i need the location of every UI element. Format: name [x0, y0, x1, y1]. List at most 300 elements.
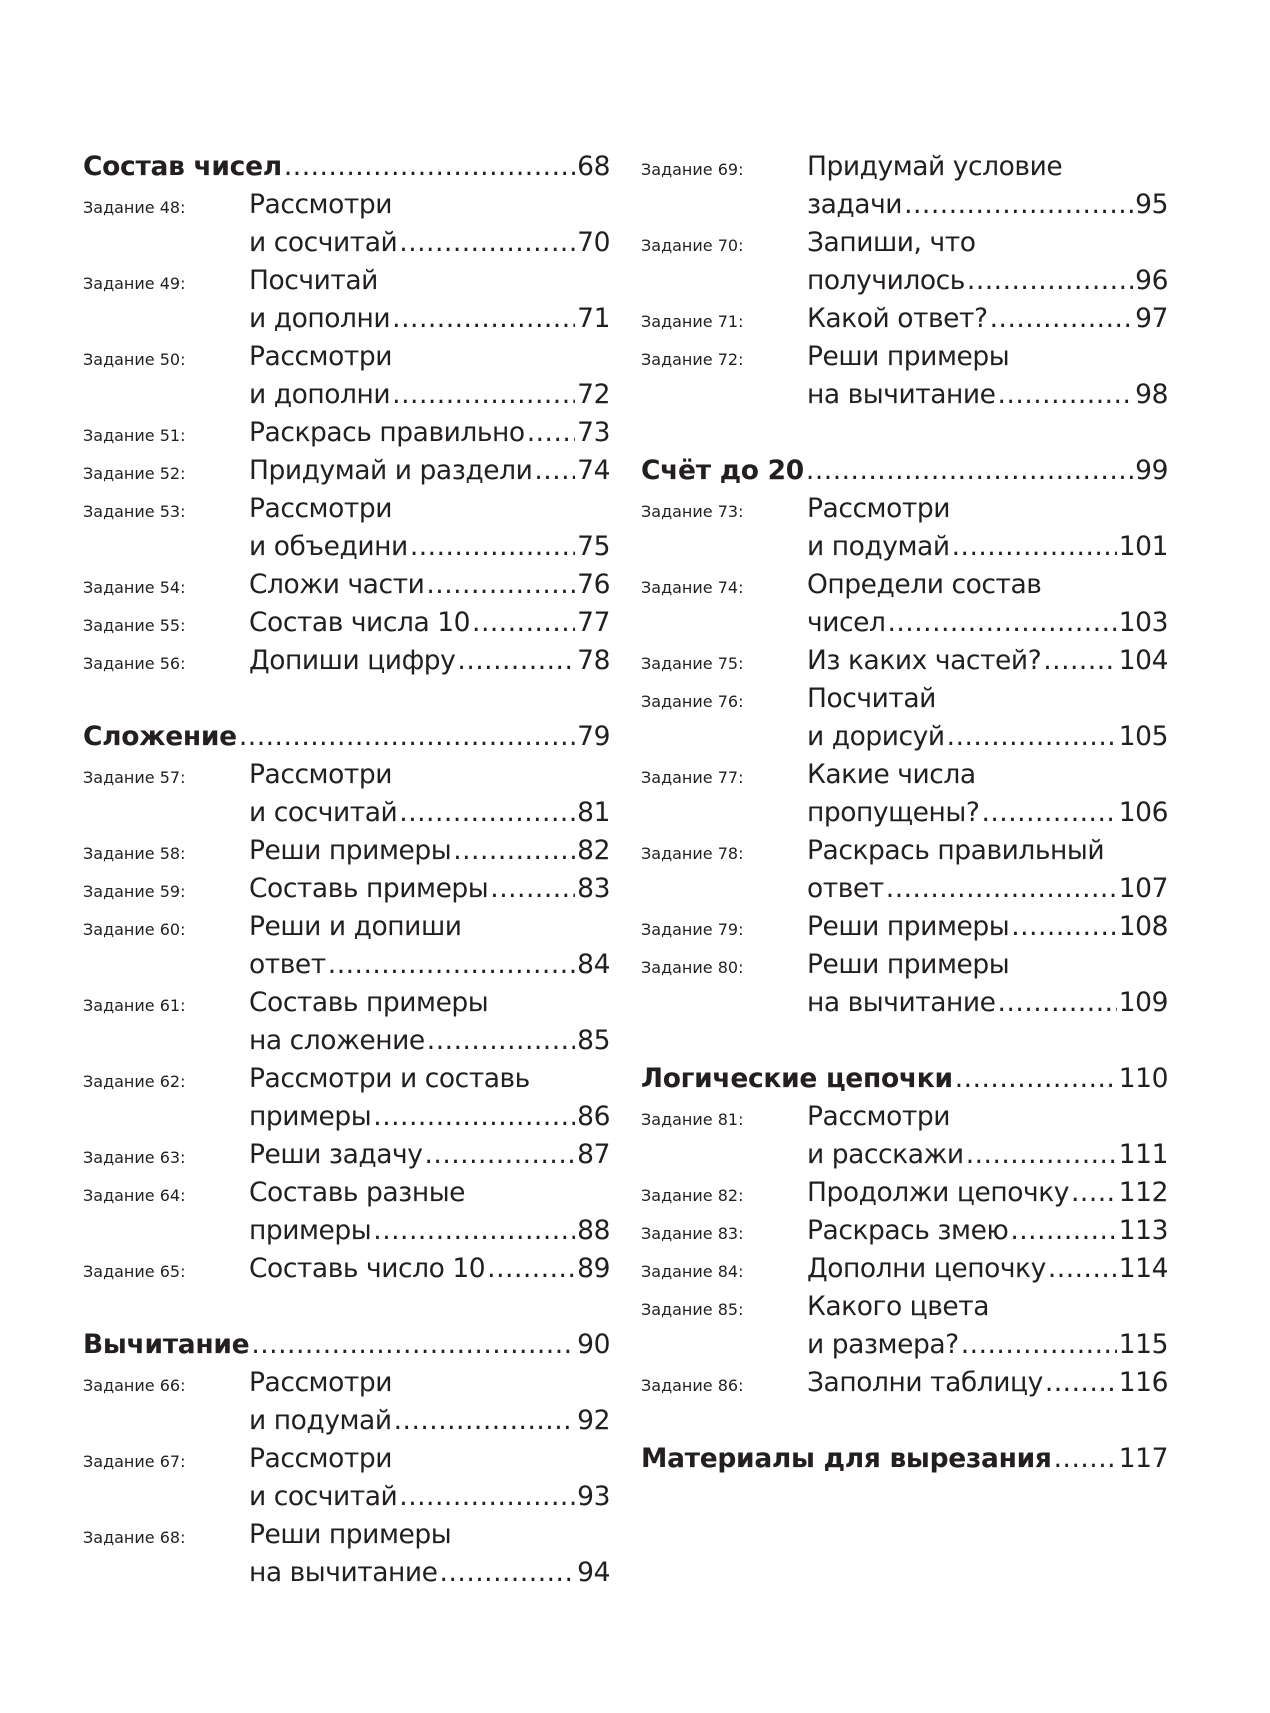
dot-leader — [527, 417, 575, 448]
task-entry — [83, 1253, 610, 1291]
task-title: Рассмотри и составь — [249, 1063, 530, 1094]
task-body — [807, 683, 1168, 759]
task-line — [807, 1329, 1168, 1367]
task-title: ответ — [807, 873, 884, 904]
task-body — [249, 1367, 610, 1443]
task-number: Задание 71: — [641, 312, 744, 331]
task-title: и подумай — [249, 1405, 392, 1436]
dot-leader — [490, 873, 575, 904]
task-title: примеры — [249, 1215, 372, 1246]
task-number: Задание 70: — [641, 236, 744, 255]
task-body — [807, 1215, 1168, 1253]
dot-leader — [981, 797, 1116, 828]
task-body — [249, 1253, 610, 1291]
task-page: 76 — [577, 569, 610, 600]
task-title: и сосчитай — [249, 797, 398, 828]
task-page: 101 — [1118, 531, 1168, 562]
task-line — [249, 607, 610, 645]
task-title: Допиши цифру — [249, 645, 456, 676]
task-line — [249, 379, 610, 417]
section-heading — [83, 1329, 610, 1367]
task-entry — [641, 493, 1168, 569]
task-number: Задание 80: — [641, 958, 744, 977]
section-title: Состав чисел — [83, 151, 282, 182]
task-entry — [641, 227, 1168, 303]
task-title: Рассмотри — [249, 189, 392, 220]
task-entry — [83, 341, 610, 417]
dot-leader — [424, 1139, 575, 1170]
task-title: Составь примеры — [249, 873, 489, 904]
section-heading — [641, 1063, 1168, 1101]
task-line — [249, 1177, 610, 1215]
section-page: 90 — [577, 1329, 610, 1360]
task-entry — [641, 911, 1168, 949]
task-page: 107 — [1118, 873, 1168, 904]
task-title: Составь примеры — [249, 987, 489, 1018]
task-body — [807, 151, 1168, 227]
task-title: задачи — [807, 189, 903, 220]
task-line — [249, 987, 610, 1025]
section-heading — [641, 1443, 1168, 1481]
dot-leader — [806, 455, 1133, 486]
task-number: Задание 66: — [83, 1376, 186, 1395]
task-body — [249, 1519, 610, 1595]
task-title: Составь разные — [249, 1177, 466, 1208]
task-line — [807, 341, 1168, 379]
task-entry — [83, 493, 610, 569]
task-title: на вычитание — [807, 987, 996, 1018]
task-body — [807, 303, 1168, 341]
task-title: и размера? — [807, 1329, 959, 1360]
task-entry — [641, 759, 1168, 835]
task-title: чисел — [807, 607, 886, 638]
task-page: 98 — [1135, 379, 1168, 410]
task-entry — [83, 911, 610, 987]
task-entry — [641, 683, 1168, 759]
task-page: 97 — [1135, 303, 1168, 334]
task-body — [807, 911, 1168, 949]
dot-leader — [998, 987, 1117, 1018]
task-line — [249, 417, 610, 455]
task-entry — [83, 1139, 610, 1177]
task-title: Какие числа — [807, 759, 976, 790]
section-page: 79 — [577, 721, 610, 752]
task-entry — [83, 189, 610, 265]
dot-leader — [457, 645, 575, 676]
task-body — [249, 493, 610, 569]
dot-leader — [990, 303, 1134, 334]
dot-leader — [904, 189, 1133, 220]
dot-leader — [392, 303, 575, 334]
task-line — [249, 645, 610, 683]
task-title: Реши задачу — [249, 1139, 423, 1170]
task-page: 113 — [1118, 1215, 1168, 1246]
task-page: 96 — [1135, 265, 1168, 296]
task-line — [249, 1481, 610, 1519]
task-line — [249, 911, 610, 949]
section-title: Сложение — [83, 721, 237, 752]
dot-leader — [1048, 1253, 1117, 1284]
task-body — [249, 1063, 610, 1139]
task-page: 84 — [577, 949, 610, 980]
task-line — [249, 873, 610, 911]
task-number: Задание 79: — [641, 920, 744, 939]
task-body — [249, 835, 610, 873]
task-title: ответ — [249, 949, 326, 980]
task-page: 116 — [1118, 1367, 1168, 1398]
task-body — [249, 759, 610, 835]
task-page: 74 — [577, 455, 610, 486]
task-number: Задание 85: — [641, 1300, 744, 1319]
task-line — [807, 1253, 1168, 1291]
task-line — [807, 531, 1168, 569]
task-number: Задание 51: — [83, 426, 186, 445]
task-entry — [641, 835, 1168, 911]
task-title: Реши примеры — [807, 949, 1010, 980]
task-line — [807, 911, 1168, 949]
task-body — [249, 1139, 610, 1177]
task-number: Задание 69: — [641, 160, 744, 179]
task-body — [249, 911, 610, 987]
task-page: 115 — [1118, 1329, 1168, 1360]
dot-leader — [440, 1557, 576, 1588]
task-body — [807, 341, 1168, 417]
dot-leader — [399, 227, 575, 258]
dot-leader — [399, 1481, 575, 1512]
task-entry — [83, 835, 610, 873]
toc-section — [83, 1329, 610, 1595]
dot-leader — [1011, 911, 1117, 942]
task-page: 83 — [577, 873, 610, 904]
task-title: получилось — [807, 265, 965, 296]
task-page: 95 — [1135, 189, 1168, 220]
task-page: 112 — [1118, 1177, 1168, 1208]
task-title: и дорисуй — [807, 721, 945, 752]
task-entry — [83, 455, 610, 493]
task-title: Рассмотри — [807, 1101, 950, 1132]
dot-leader — [534, 455, 575, 486]
task-entry — [641, 1177, 1168, 1215]
task-line — [807, 1215, 1168, 1253]
dot-leader — [886, 873, 1117, 904]
dot-leader — [373, 1215, 575, 1246]
task-line — [807, 797, 1168, 835]
task-number: Задание 75: — [641, 654, 744, 673]
task-title: Рассмотри — [249, 1443, 392, 1474]
task-title: Состав числа 10 — [249, 607, 471, 638]
task-body — [249, 1443, 610, 1519]
dot-leader — [887, 607, 1116, 638]
task-page: 114 — [1118, 1253, 1168, 1284]
task-line — [249, 835, 610, 873]
dot-leader — [410, 531, 575, 562]
task-title: Раскрась правильно — [249, 417, 525, 448]
toc-section — [641, 1443, 1168, 1481]
task-entry — [83, 1367, 610, 1443]
task-body — [249, 607, 610, 645]
section-page: 68 — [577, 151, 610, 182]
task-title: и сосчитай — [249, 1481, 398, 1512]
task-title: примеры — [249, 1101, 372, 1132]
toc-section — [83, 721, 610, 1291]
task-number: Задание 78: — [641, 844, 744, 863]
task-line — [807, 1177, 1168, 1215]
task-page: 103 — [1118, 607, 1168, 638]
task-number: Задание 60: — [83, 920, 186, 939]
task-number: Задание 67: — [83, 1452, 186, 1471]
task-entry — [83, 569, 610, 607]
task-line — [249, 1101, 610, 1139]
dot-leader — [1054, 1443, 1117, 1474]
task-line — [249, 1519, 610, 1557]
task-title: на вычитание — [249, 1557, 438, 1588]
task-title: Какого цвета — [807, 1291, 990, 1322]
task-entry — [83, 873, 610, 911]
task-body — [807, 1367, 1168, 1405]
task-entry — [83, 1063, 610, 1139]
task-line — [807, 607, 1168, 645]
task-entry — [641, 1367, 1168, 1405]
dot-leader — [967, 265, 1133, 296]
task-title: Раскрась правильный — [807, 835, 1105, 866]
task-body — [249, 265, 610, 341]
task-number: Задание 76: — [641, 692, 744, 711]
task-title: Реши примеры — [249, 835, 452, 866]
task-title: Рассмотри — [249, 341, 392, 372]
dot-leader — [251, 1329, 575, 1360]
task-title: Реши примеры — [249, 1519, 452, 1550]
task-title: Раскрась змею — [807, 1215, 1009, 1246]
task-body — [807, 1177, 1168, 1215]
task-body — [249, 873, 610, 911]
task-title: на вычитание — [807, 379, 996, 410]
task-body — [249, 569, 610, 607]
task-page: 87 — [577, 1139, 610, 1170]
task-line — [249, 1443, 610, 1481]
task-line — [249, 189, 610, 227]
task-title: Реши примеры — [807, 911, 1010, 942]
task-entry — [83, 759, 610, 835]
task-number: Задание 59: — [83, 882, 186, 901]
task-number: Задание 64: — [83, 1186, 186, 1205]
task-title: и дополни — [249, 379, 391, 410]
task-line — [807, 683, 1168, 721]
task-line — [249, 1215, 610, 1253]
task-page: 73 — [577, 417, 610, 448]
task-line — [249, 303, 610, 341]
task-line — [807, 189, 1168, 227]
task-page: 85 — [577, 1025, 610, 1056]
task-page: 86 — [577, 1101, 610, 1132]
toc-section — [641, 455, 1168, 1025]
task-entry — [641, 303, 1168, 341]
task-entry — [83, 645, 610, 683]
task-title: и подумай — [807, 531, 950, 562]
task-number: Задание 61: — [83, 996, 186, 1015]
dot-leader — [966, 1139, 1117, 1170]
task-page: 89 — [577, 1253, 610, 1284]
task-page: 75 — [577, 531, 610, 562]
task-number: Задание 57: — [83, 768, 186, 787]
toc-column-left — [83, 151, 610, 1633]
section-heading — [83, 721, 610, 759]
dot-leader — [1043, 645, 1117, 676]
task-title: Посчитай — [807, 683, 936, 714]
task-entry — [641, 949, 1168, 1025]
task-body — [807, 1101, 1168, 1177]
task-body — [807, 227, 1168, 303]
task-number: Задание 58: — [83, 844, 186, 863]
task-line — [807, 645, 1168, 683]
task-number: Задание 73: — [641, 502, 744, 521]
task-title: пропущены? — [807, 797, 980, 828]
task-entry — [83, 607, 610, 645]
task-entry — [641, 1101, 1168, 1177]
task-number: Задание 56: — [83, 654, 186, 673]
dot-leader — [961, 1329, 1117, 1360]
task-number: Задание 62: — [83, 1072, 186, 1091]
task-line — [807, 265, 1168, 303]
task-body — [807, 493, 1168, 569]
task-page: 111 — [1118, 1139, 1168, 1170]
task-body — [807, 759, 1168, 835]
task-body — [249, 1177, 610, 1253]
task-page: 81 — [577, 797, 610, 828]
task-line — [249, 341, 610, 379]
task-title: Определи состав — [807, 569, 1042, 600]
task-number: Задание 63: — [83, 1148, 186, 1167]
task-line — [249, 1253, 610, 1291]
task-line — [249, 569, 610, 607]
task-line — [807, 759, 1168, 797]
task-body — [249, 189, 610, 265]
task-body — [249, 987, 610, 1063]
task-body — [249, 417, 610, 455]
task-line — [807, 1139, 1168, 1177]
task-number: Задание 81: — [641, 1110, 744, 1129]
task-body — [807, 1253, 1168, 1291]
task-line — [249, 1025, 610, 1063]
task-line — [249, 1063, 610, 1101]
task-entry — [641, 1253, 1168, 1291]
task-page: 78 — [577, 645, 610, 676]
task-number: Задание 50: — [83, 350, 186, 369]
task-page: 104 — [1118, 645, 1168, 676]
task-page: 105 — [1118, 721, 1168, 752]
dot-leader — [1071, 1177, 1117, 1208]
dot-leader — [328, 949, 575, 980]
task-entry — [641, 645, 1168, 683]
task-body — [807, 645, 1168, 683]
section-page: 117 — [1118, 1443, 1168, 1474]
task-title: Дополни цепочку — [807, 1253, 1046, 1284]
task-title: Из каких частей? — [807, 645, 1042, 676]
task-page: 106 — [1118, 797, 1168, 828]
task-line — [249, 265, 610, 303]
task-body — [807, 569, 1168, 645]
task-number: Задание 83: — [641, 1224, 744, 1243]
task-page: 82 — [577, 835, 610, 866]
task-title: Сложи части — [249, 569, 425, 600]
task-entry — [641, 341, 1168, 417]
task-body — [807, 949, 1168, 1025]
task-title: Рассмотри — [249, 759, 392, 790]
task-number: Задание 48: — [83, 198, 186, 217]
dot-leader — [1010, 1215, 1116, 1246]
task-page: 108 — [1118, 911, 1168, 942]
task-body — [249, 455, 610, 493]
task-number: Задание 86: — [641, 1376, 744, 1395]
task-number: Задание 53: — [83, 502, 186, 521]
task-line — [807, 873, 1168, 911]
task-page: 109 — [1118, 987, 1168, 1018]
task-line — [807, 987, 1168, 1025]
task-number: Задание 72: — [641, 350, 744, 369]
task-number: Задание 49: — [83, 274, 186, 293]
task-number: Задание 77: — [641, 768, 744, 787]
task-page: 72 — [577, 379, 610, 410]
dot-leader — [955, 1063, 1117, 1094]
task-line — [249, 949, 610, 987]
task-number: Задание 74: — [641, 578, 744, 597]
toc-section — [641, 151, 1168, 417]
task-page: 93 — [577, 1481, 610, 1512]
dot-leader — [427, 1025, 575, 1056]
section-page: 110 — [1118, 1063, 1168, 1094]
task-line — [249, 493, 610, 531]
task-number: Задание 52: — [83, 464, 186, 483]
task-line — [807, 1101, 1168, 1139]
task-title: Придумай и раздели — [249, 455, 533, 486]
task-entry — [83, 417, 610, 455]
task-title: Рассмотри — [249, 493, 392, 524]
task-title: Какой ответ? — [807, 303, 988, 334]
task-title: и расскажи — [807, 1139, 964, 1170]
task-body — [249, 645, 610, 683]
task-number: Задание 65: — [83, 1262, 186, 1281]
dot-leader — [487, 1253, 575, 1284]
task-body — [807, 835, 1168, 911]
task-line — [249, 1557, 610, 1595]
task-page: 71 — [577, 303, 610, 334]
dot-leader — [1045, 1367, 1117, 1398]
task-page: 94 — [577, 1557, 610, 1588]
task-title: Продолжи цепочку — [807, 1177, 1069, 1208]
task-entry — [83, 1177, 610, 1253]
task-body — [249, 341, 610, 417]
task-line — [249, 1405, 610, 1443]
dot-leader — [998, 379, 1134, 410]
dot-leader — [373, 1101, 575, 1132]
dot-leader — [399, 797, 575, 828]
toc-column-right — [641, 151, 1168, 1519]
task-title: и дополни — [249, 303, 391, 334]
task-title: Рассмотри — [249, 1367, 392, 1398]
task-title: Посчитай — [249, 265, 378, 296]
task-title: Реши и допиши — [249, 911, 462, 942]
task-line — [807, 569, 1168, 607]
task-body — [807, 1291, 1168, 1367]
task-entry — [641, 151, 1168, 227]
task-title: Реши примеры — [807, 341, 1010, 372]
section-page: 99 — [1135, 455, 1168, 486]
section-heading — [641, 455, 1168, 493]
task-entry — [83, 1443, 610, 1519]
task-number: Задание 82: — [641, 1186, 744, 1205]
task-line — [807, 949, 1168, 987]
task-title: и сосчитай — [249, 227, 398, 258]
task-title: Запиши, что — [807, 227, 976, 258]
